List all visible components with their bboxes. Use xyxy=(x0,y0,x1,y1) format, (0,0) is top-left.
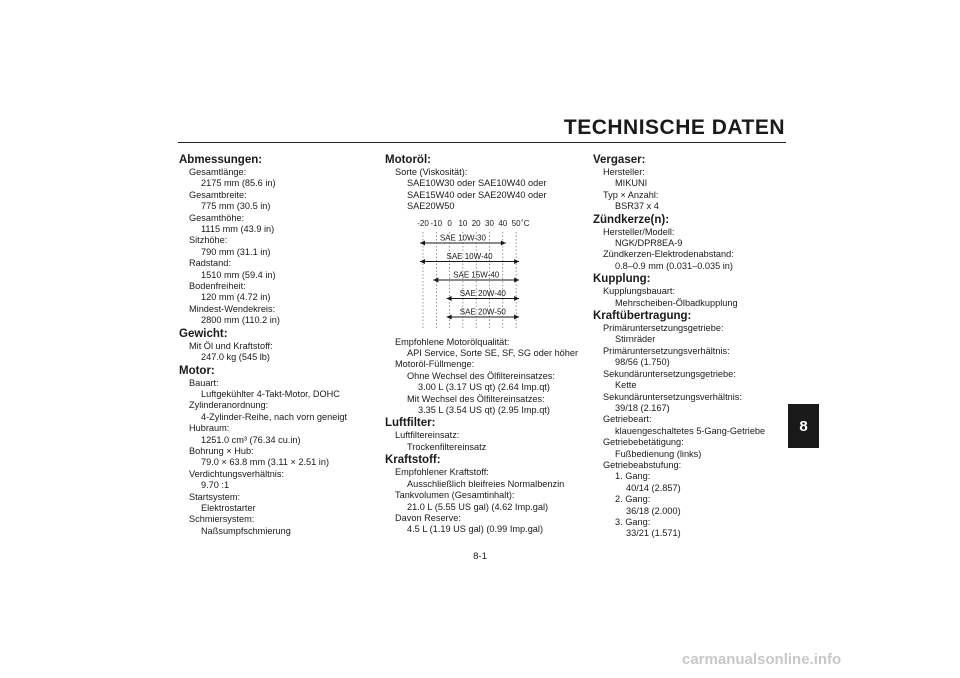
spec-line: Sekundäruntersetzungsverhältnis: xyxy=(603,391,742,402)
spec-line: 39/18 (2.167) xyxy=(615,402,670,413)
spec-line: Empfohlener Kraftstoff: xyxy=(395,467,489,478)
spec-line: Mehrscheiben-Ölbadkupplung xyxy=(615,297,738,308)
title-divider xyxy=(178,142,786,143)
spec-line: Bodenfreiheit: xyxy=(189,281,246,292)
spec-line: 9.70 :1 xyxy=(201,480,230,491)
section-heading: Kraftstoff: xyxy=(385,454,441,467)
spec-line: 120 mm (4.72 in) xyxy=(201,292,271,303)
temperature-tick-label: 50 xyxy=(511,218,521,228)
spec-line: 2175 mm (85.6 in) xyxy=(201,178,276,189)
spec-line: Motoröl-Füllmenge: xyxy=(395,359,475,370)
temperature-tick-label: 10 xyxy=(458,218,468,228)
spec-line: Davon Reserve: xyxy=(395,512,461,523)
section-heading: Zündkerze(n): xyxy=(593,213,670,226)
column-carburetor-transmission xyxy=(593,153,783,540)
spec-line: Sorte (Viskosität): xyxy=(395,167,468,177)
spec-line: Getriebebetätigung: xyxy=(603,437,684,448)
band-arrow-right xyxy=(501,240,506,245)
band-arrow-right xyxy=(514,296,519,301)
section-heading: Vergaser: xyxy=(593,154,646,166)
temperature-tick-label: -10 xyxy=(430,218,443,228)
column-dimensions-engine xyxy=(179,153,374,537)
section-heading: Abmessungen: xyxy=(179,154,263,166)
page-title: TECHNISCHE DATEN xyxy=(563,116,785,139)
spec-line: Primäruntersetzungsgetriebe: xyxy=(603,323,724,334)
spec-line: 98/56 (1.750) xyxy=(615,357,670,368)
spec-line: 79.0 × 63.8 mm (3.11 × 2.51 in) xyxy=(201,457,330,468)
spec-line: Tankvolumen (Gesamtinhalt): xyxy=(395,490,515,501)
viscosity-band-label: SAE 10W-40 xyxy=(446,251,493,261)
spec-line: 40/14 (2.857) xyxy=(626,482,681,493)
viscosity-band-label: SAE 20W-50 xyxy=(459,307,506,317)
spec-line: Gesamthöhe: xyxy=(189,212,245,223)
spec-line: Verdichtungsverhältnis: xyxy=(189,468,284,479)
spec-line: SAE20W50 xyxy=(407,201,455,212)
section-heading: Motor: xyxy=(179,364,215,377)
band-arrow-left xyxy=(420,259,425,264)
spec-line: Mindest-Wendekreis: xyxy=(189,303,276,314)
spec-line: Zündkerzen-Elektrodenabstand: xyxy=(603,249,734,260)
spec-line: 0.8–0.9 mm (0.031–0.035 in) xyxy=(615,260,733,271)
spec-line: 3.00 L (3.17 US qt) (2.64 Imp.qt) xyxy=(418,382,550,393)
oil-viscosity-svg xyxy=(405,215,580,333)
spec-line: Naßsumpfschmierung xyxy=(201,525,291,536)
spec-line: 33/21 (1.571) xyxy=(626,528,681,539)
spec-line: Radstand: xyxy=(189,258,231,269)
spec-line: Fußbedienung (links) xyxy=(615,448,702,459)
spec-line: Stirnräder xyxy=(615,334,656,345)
spec-line: Sitzhöhe: xyxy=(189,235,228,246)
spec-line: Bauart: xyxy=(189,377,219,388)
section-heading: Motoröl: xyxy=(385,154,431,166)
spec-line: Hersteller/Modell: xyxy=(603,226,675,237)
spec-line: 2. Gang: xyxy=(615,494,651,505)
temperature-tick-label: 40 xyxy=(498,218,508,228)
spec-line: klauengeschaltetes 5-Gang-Getriebe xyxy=(615,425,766,436)
spec-line: 1115 mm (43.9 in) xyxy=(201,224,275,235)
spec-line: Getriebeart: xyxy=(603,414,652,425)
spec-line: Gesamtlänge: xyxy=(189,167,247,177)
spec-line: Ausschließlich bleifreies Normalbenzin xyxy=(407,478,565,489)
viscosity-band-label: SAE 20W-40 xyxy=(459,288,506,298)
spec-line: API Service, Sorte SE, SF, SG oder höher xyxy=(407,348,579,359)
spec-line: Hersteller: xyxy=(603,167,645,177)
spec-line: SAE10W30 oder SAE10W40 oder xyxy=(407,178,547,189)
column-oil-fuel xyxy=(385,153,590,536)
band-arrow-left xyxy=(447,296,452,301)
spec-line: 21.0 L (5.55 US gal) (4.62 Imp.gal) xyxy=(407,501,549,512)
oil-spec-bottom xyxy=(385,337,590,536)
spec-line: Empfohlene Motorölqualität: xyxy=(395,336,510,347)
spec-line: Mit Wechsel des Ölfiltereinsatzes: xyxy=(407,393,545,404)
page-number: 8-1 xyxy=(473,551,487,562)
spec-line: 775 mm (30.5 in) xyxy=(201,201,271,212)
spec-line: Sekundäruntersetzungsgetriebe: xyxy=(603,368,736,379)
spec-line: 4.5 L (1.19 US gal) (0.99 Imp.gal) xyxy=(407,524,544,535)
spec-line: NGK/DPR8EA-9 xyxy=(615,238,683,249)
band-arrow-right xyxy=(514,259,519,264)
spec-line: BSR37 x 4 xyxy=(615,201,659,212)
spec-line: MIKUNI xyxy=(615,178,648,189)
band-arrow-left xyxy=(420,240,425,245)
spec-line: 3. Gang: xyxy=(615,516,651,527)
spec-line: Schmiersystem: xyxy=(189,514,255,525)
section-heading: Gewicht: xyxy=(179,327,228,340)
section-heading: Kupplung: xyxy=(593,273,651,286)
temperature-tick-label: 20 xyxy=(471,218,481,228)
spec-line: 1510 mm (59.4 in) xyxy=(201,269,276,280)
spec-line: Elektrostarter xyxy=(201,502,256,513)
spec-line: Primäruntersetzungsverhältnis: xyxy=(603,345,730,356)
band-arrow-right xyxy=(514,314,519,319)
temperature-tick-label: -20 xyxy=(417,218,429,228)
spec-line: Startsystem: xyxy=(189,491,241,502)
spec-line: Typ × Anzahl: xyxy=(603,189,659,200)
spec-line: Zylinderanordnung: xyxy=(189,400,269,411)
temperature-unit-label: ˚C xyxy=(521,218,530,228)
band-arrow-right xyxy=(514,277,519,282)
spec-line: 4-Zylinder-Reihe, nach vorn geneigt xyxy=(201,411,348,422)
spec-line: Getriebeabstufung: xyxy=(603,459,682,470)
spec-line: Luftgekühlter 4-Takt-Motor, DOHC xyxy=(201,388,340,399)
spec-line: Hubraum: xyxy=(189,423,230,434)
viscosity-band-label: SAE 10W-30 xyxy=(439,233,486,243)
spec-line: Bohrung × Hub: xyxy=(189,445,254,456)
spec-line: Kupplungsbauart: xyxy=(603,286,676,297)
spec-line: Kette xyxy=(615,380,637,391)
chapter-tab[interactable]: 8 xyxy=(788,404,819,448)
spec-line: 3.35 L (3.54 US qt) (2.95 Imp.qt) xyxy=(418,405,550,416)
oil-viscosity-chart xyxy=(405,215,580,333)
temperature-tick-label: 30 xyxy=(485,218,494,228)
band-arrow-left xyxy=(447,314,452,319)
spec-line: 247.0 kg (545 lb) xyxy=(201,352,270,363)
spec-line: 36/18 (2.000) xyxy=(626,505,681,516)
spec-line: SAE15W40 oder SAE20W40 oder xyxy=(407,189,547,200)
viscosity-band-label: SAE 15W-40 xyxy=(453,270,500,280)
oil-spec-top xyxy=(385,153,590,213)
spec-line: 1251.0 cm³ (76.34 cu.in) xyxy=(201,434,301,445)
band-arrow-left xyxy=(433,277,438,282)
spec-line: Ohne Wechsel des Ölfiltereinsatzes: xyxy=(407,370,555,381)
spec-line: Gesamtbreite: xyxy=(189,189,247,200)
spec-line: 1. Gang: xyxy=(615,471,651,482)
spec-line: 2800 mm (110.2 in) xyxy=(201,315,280,326)
spec-line: 790 mm (31.1 in) xyxy=(201,246,271,257)
temperature-tick-label: 0 xyxy=(447,218,452,228)
section-heading: Luftfilter: xyxy=(385,417,436,430)
spec-line: Luftfiltereinsatz: xyxy=(395,430,460,441)
watermark-text: carmanualsonline.info xyxy=(682,651,842,668)
section-heading: Kraftübertragung: xyxy=(593,310,692,323)
spec-line: Mit Öl und Kraftstoff: xyxy=(189,340,273,351)
spec-line: Trockenfiltereinsatz xyxy=(407,441,487,452)
